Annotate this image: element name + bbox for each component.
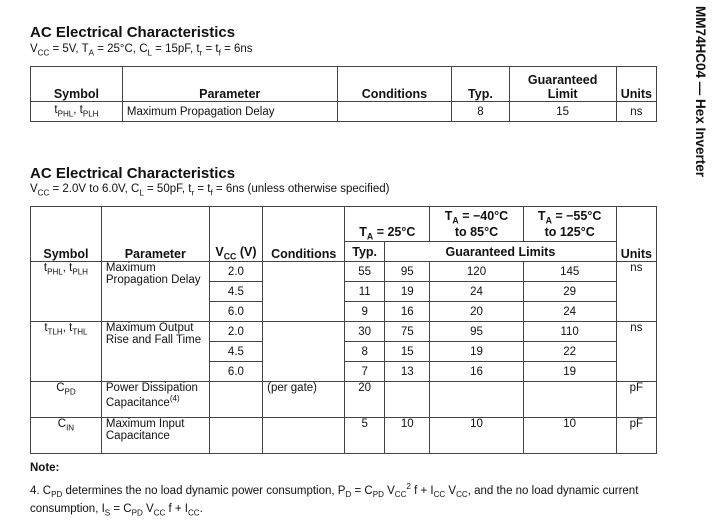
r1-typ: 9 [345,302,385,322]
hdr2-vcc: $V_{CC}$ (V) [209,207,262,262]
r1-g85: 20 [430,302,523,322]
r3-symbol: $C_{PD}$ [31,382,102,418]
hdr2-typ: Typ. [345,242,385,262]
r2-vcc: 4.5 [209,342,262,362]
r1-vcc: 2.0 [209,262,262,282]
r4-parameter: Maximum Input Capacitance [101,418,209,454]
r2-g85: 19 [430,342,523,362]
limit-cell: 15 [509,102,616,122]
side-title: MM74HC04 — Hex Inverter [693,6,708,178]
section2-title: AC Electrical Characteristics [30,165,236,182]
r4-vcc [209,418,262,454]
hdr-symbol: Symbol [31,67,123,102]
hdr-limit: Guaranteed Limit [509,67,616,102]
r3-typ: 20 [345,382,385,418]
r4-typ: 5 [345,418,385,454]
r1-vcc: 6.0 [209,302,262,322]
r3-vcc [209,382,262,418]
r1-g125: 24 [523,302,616,322]
section1-conditions: $V_{CC} = 5V$, $T_A = 25^\circ C$, $C_L = 15pF$, $t_r = t_f = 6ns$ [30,43,253,58]
r4-conditions [263,418,345,454]
hdr-parameter: Parameter [122,67,337,102]
r2-g25: 13 [385,362,430,382]
r2-symbol: $t_{TLH}$, $t_{THL}$ [31,322,102,382]
section1-table [30,66,657,122]
r2-g125: 110 [523,322,616,342]
r3-parameter: Power Dissipation Capacitance$^{(4)}$ [101,382,209,418]
parameter-cell: Maximum Propagation Delay [122,102,337,122]
r1-units: ns [616,262,656,322]
r4-g85: 10 [430,418,523,454]
r4-g125: 10 [523,418,616,454]
r2-parameter: Maximum Output Rise and Fall Time [101,322,209,382]
r4-symbol: $C_{IN}$ [31,418,102,454]
r4-units: pF [616,418,656,454]
hdr2-ta85: $T_A = -40^\circ C$ to 85°C [430,207,523,242]
r1-conditions [263,262,345,322]
r2-g125: 19 [523,362,616,382]
r1-g125: 29 [523,282,616,302]
hdr2-ta125: $T_A = -55^\circ C$ to 125°C [523,207,616,242]
r1-g125: 145 [523,262,616,282]
hdr2-symbol: Symbol [31,207,102,262]
r2-g125: 22 [523,342,616,362]
r1-typ: 55 [345,262,385,282]
r2-conditions [263,322,345,382]
r2-typ: 8 [345,342,385,362]
hdr-typ: Typ. [452,67,509,102]
units-cell: ns [616,102,656,122]
r2-units: ns [616,322,656,382]
r2-g25: 75 [385,322,430,342]
r1-g25: 19 [385,282,430,302]
typ-cell: 8 [452,102,509,122]
r2-vcc: 6.0 [209,362,262,382]
hdr2-ta25: $T_A = 25^\circ C$ [345,207,430,242]
r1-symbol: $t_{PHL}$, $t_{PLH}$ [31,262,102,322]
r1-vcc: 4.5 [209,282,262,302]
note-text: 4. $C_{PD}$ determines the no load dynamic power consumption, $P_D = C_{PD}$ $V_{CC}^2$ $f + I_{CC}$ $V_{CC}$, and the no load dynamic current consumption, $I_S = C_{PD}$ $V_{CC}$ $f + I_{CC}$. [30,482,639,518]
hdr2-units: Units [616,207,656,262]
r3-units: pF [616,382,656,418]
r2-typ: 7 [345,362,385,382]
r2-g85: 16 [430,362,523,382]
r3-g125 [523,382,616,418]
r1-g25: 16 [385,302,430,322]
section1-title: AC Electrical Characteristics [30,24,236,41]
symbol-cell: $t_{PHL}$, $t_{PLH}$ [31,102,123,122]
r3-g25 [385,382,430,418]
r2-vcc: 2.0 [209,322,262,342]
r1-parameter: Maximum Propagation Delay [101,262,209,322]
section2-conditions: $V_{CC} = 2.0V$ to 6.0V, $C_L = 50pF$, $t_r = t_f = 6ns$ (unless otherwise specified) [30,183,390,198]
r1-g85: 120 [430,262,523,282]
r2-g85: 95 [430,322,523,342]
hdr2-guaranteed: Guaranteed Limits [385,242,617,262]
r4-g25: 10 [385,418,430,454]
r3-conditions: (per gate) [263,382,345,418]
r2-g25: 15 [385,342,430,362]
hdr-units: Units [616,67,656,102]
r1-typ: 11 [345,282,385,302]
r1-g25: 95 [385,262,430,282]
note-title: Note: [30,462,60,474]
hdr2-parameter: Parameter [101,207,209,262]
hdr-conditions: Conditions [337,67,452,102]
section2-table [30,206,657,454]
r2-typ: 30 [345,322,385,342]
r3-g85 [430,382,523,418]
hdr2-conditions: Conditions [263,207,345,262]
r1-g85: 24 [430,282,523,302]
conditions-cell [337,102,452,122]
